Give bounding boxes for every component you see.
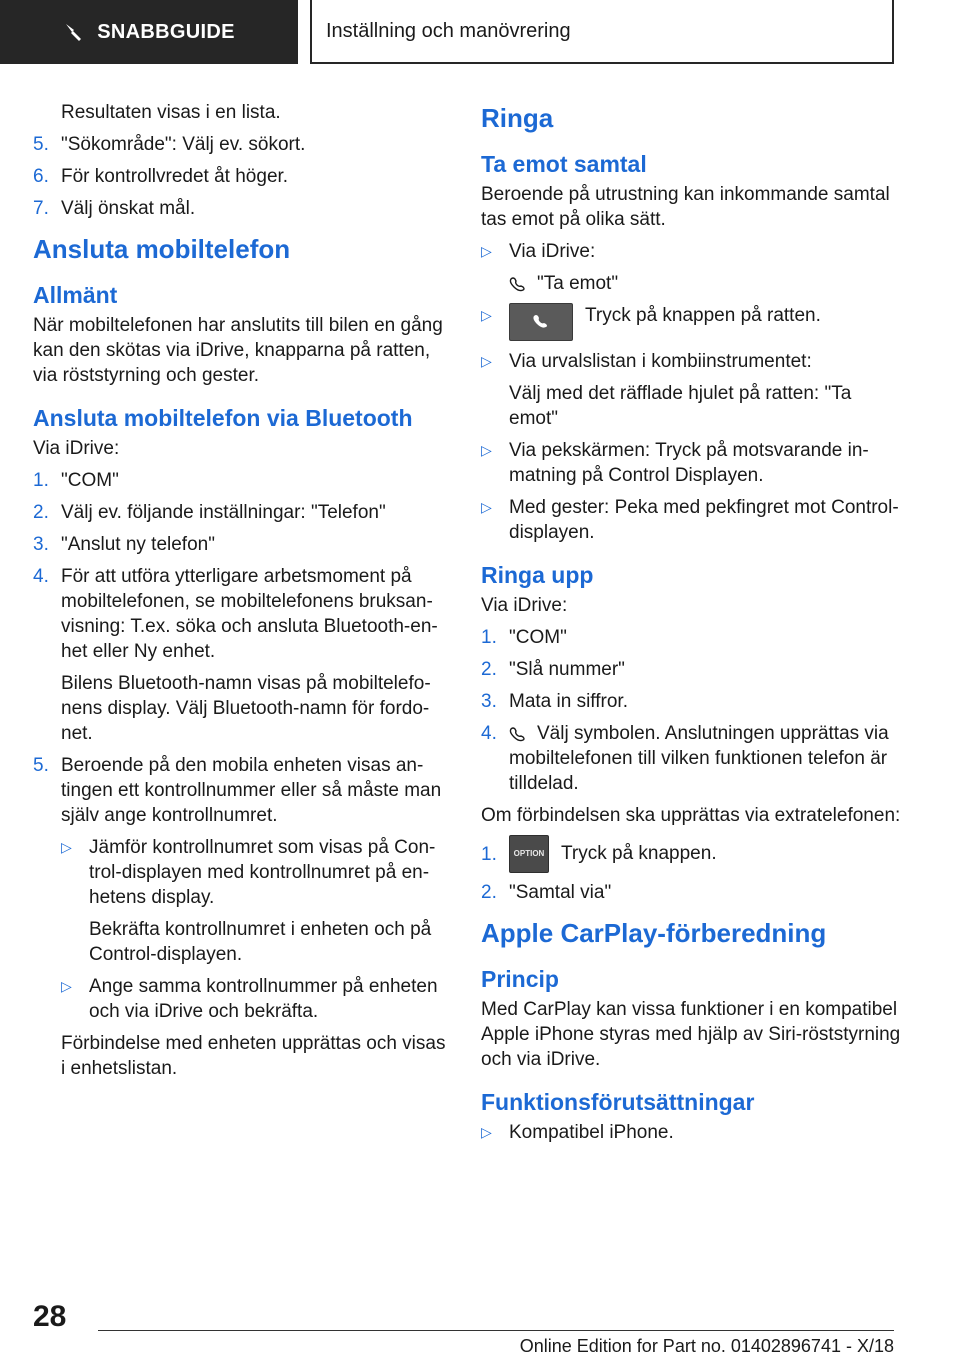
phone-icon xyxy=(510,304,572,340)
list-item: 4. Välj symbolen. Anslutningen upprättas via mobiltelefonen till vilken funktionen telefon är tilldelad. xyxy=(481,723,889,794)
list-item: 6. För kontrollvredet åt höger. xyxy=(33,166,289,187)
extra-phone-text: Om förbindelsen ska upprättas via extratelefonen: xyxy=(481,805,901,826)
steering-wheel-phone-button xyxy=(509,303,573,341)
list-item: 5. "Sökområde": Välj ev. sökort. xyxy=(33,134,306,155)
bullet-item: ▷ Via urvalslistan i kombiinstrumentet: xyxy=(481,351,812,372)
heading-carplay: Apple CarPlay-förberedning xyxy=(481,918,827,948)
princip-text: Med CarPlay kan vissa funktioner i en kompatibel Apple iPhone styras med hjälp av Siri-röststyrning och via iDrive. xyxy=(481,999,901,1070)
phone-icon xyxy=(509,726,529,742)
intro-text: Resultaten visas i en lista. xyxy=(61,102,281,123)
ta-emot-menu-line xyxy=(481,271,901,296)
section-title: Inställning och manövrering xyxy=(310,0,894,64)
phone-icon xyxy=(509,276,529,292)
bullet-item: ▷ Ange samma kontrollnummer på enheten och via iDrive och bekräfta. xyxy=(61,976,438,1022)
list-item: 1. "COM" xyxy=(33,470,119,491)
ta-emot-text: Beroende på utrustning kan inkommande samtal tas emot på olika sätt. xyxy=(481,184,890,230)
heading-ringa: Ringa xyxy=(481,103,554,133)
bullet-item: ▷ Jämför kontrollnumret som visas på Control-displayen med kontrollnumret på enhetens display. xyxy=(61,837,436,908)
bullet1-note: Bekräfta kontrollnumret i enheten och på Control-displayen. xyxy=(89,919,432,965)
bullet-item: ▷ Via pekskärmen: Tryck på motsvarande inmatning på Control Displayen. xyxy=(481,440,869,486)
list-item: 2. "Samtal via" xyxy=(481,882,612,903)
list-item: 2. Välj ev. följande inställningar: "Telefon" xyxy=(33,502,386,523)
list-item: 1. "COM" xyxy=(481,627,567,648)
tool-icon xyxy=(63,21,85,43)
tryck-ratten-text: Tryck på knappen på ratten. xyxy=(585,305,821,326)
bullet-item: ▷ Kompatibel iPhone. xyxy=(481,1122,674,1143)
heading-funktionsforutsattningar: Funktionsförutsättningar xyxy=(481,1089,755,1115)
footer-divider xyxy=(98,1330,894,1331)
page-number: 28 xyxy=(33,1300,67,1333)
list-item: 3. "Anslut ny telefon" xyxy=(33,534,215,555)
heading-allmant: Allmänt xyxy=(33,282,118,308)
list-item: 2. "Slå nummer" xyxy=(481,659,625,680)
heading-ansluta-mobiltelefon: Ansluta mobiltelefon xyxy=(33,234,291,264)
list-item: 5. Beroende på den mobila enheten visas antingen ett kontrollnummer eller så måste man själv ange kontrollnumret. xyxy=(33,755,442,826)
ta-emot-label: "Ta emot" xyxy=(537,273,619,294)
right-column xyxy=(481,100,901,1152)
option-button: OPTION xyxy=(509,835,549,873)
list-item: 4. För att utföra ytterligare arbetsmoment på mobiltelefonen, se mobiltelefonens bruksanvisning: T.ex. söka och ansluta Bluetooth-enhet eller Ny enhet. xyxy=(33,566,438,662)
bullet-item: ▷ Med gester: Peka med pekfingret mot Control-displayen. xyxy=(481,497,899,543)
footer-edition: Online Edition for Part no. 01402896741 - X/18 xyxy=(519,1336,894,1356)
step4-note: Bilens Bluetooth-namn visas på mobiltelefonens display. Välj Bluetooth-namn för fordonet. xyxy=(61,673,431,744)
allmant-text: När mobiltelefonen har anslutits till bilen en gång kan den skötas via iDrive, knapparna på ratten, via röststyrning och gester. xyxy=(33,315,443,386)
quick-guide-tab[interactable] xyxy=(0,0,298,64)
bullet-item: ▷ Via iDrive: xyxy=(481,241,596,262)
quick-guide-label: SNABBGUIDE xyxy=(97,20,235,43)
list-item: 7. Välj önskat mål. xyxy=(33,198,196,219)
list-item: 1. OPTION Tryck på knappen. xyxy=(481,835,901,873)
via-urval-note: Välj med det räfflade hjulet på ratten: "Ta emot" xyxy=(509,383,852,429)
closing-text: Förbindelse med enheten upprättas och visas i enhetslistan. xyxy=(61,1033,446,1079)
heading-princip: Princip xyxy=(481,966,559,992)
heading-bluetooth: Ansluta mobiltelefon via Bluetooth xyxy=(33,405,413,431)
via-idrive-text: Via iDrive: xyxy=(481,595,568,616)
via-idrive-text: Via iDrive: xyxy=(33,438,120,459)
heading-ta-emot-samtal: Ta emot samtal xyxy=(481,151,647,177)
heading-ringa-upp: Ringa upp xyxy=(481,562,594,588)
left-column xyxy=(33,100,453,1088)
bullet-item: ▷ Tryck på knappen på ratten. xyxy=(481,303,901,341)
list-item: 3. Mata in siffror. xyxy=(481,691,628,712)
